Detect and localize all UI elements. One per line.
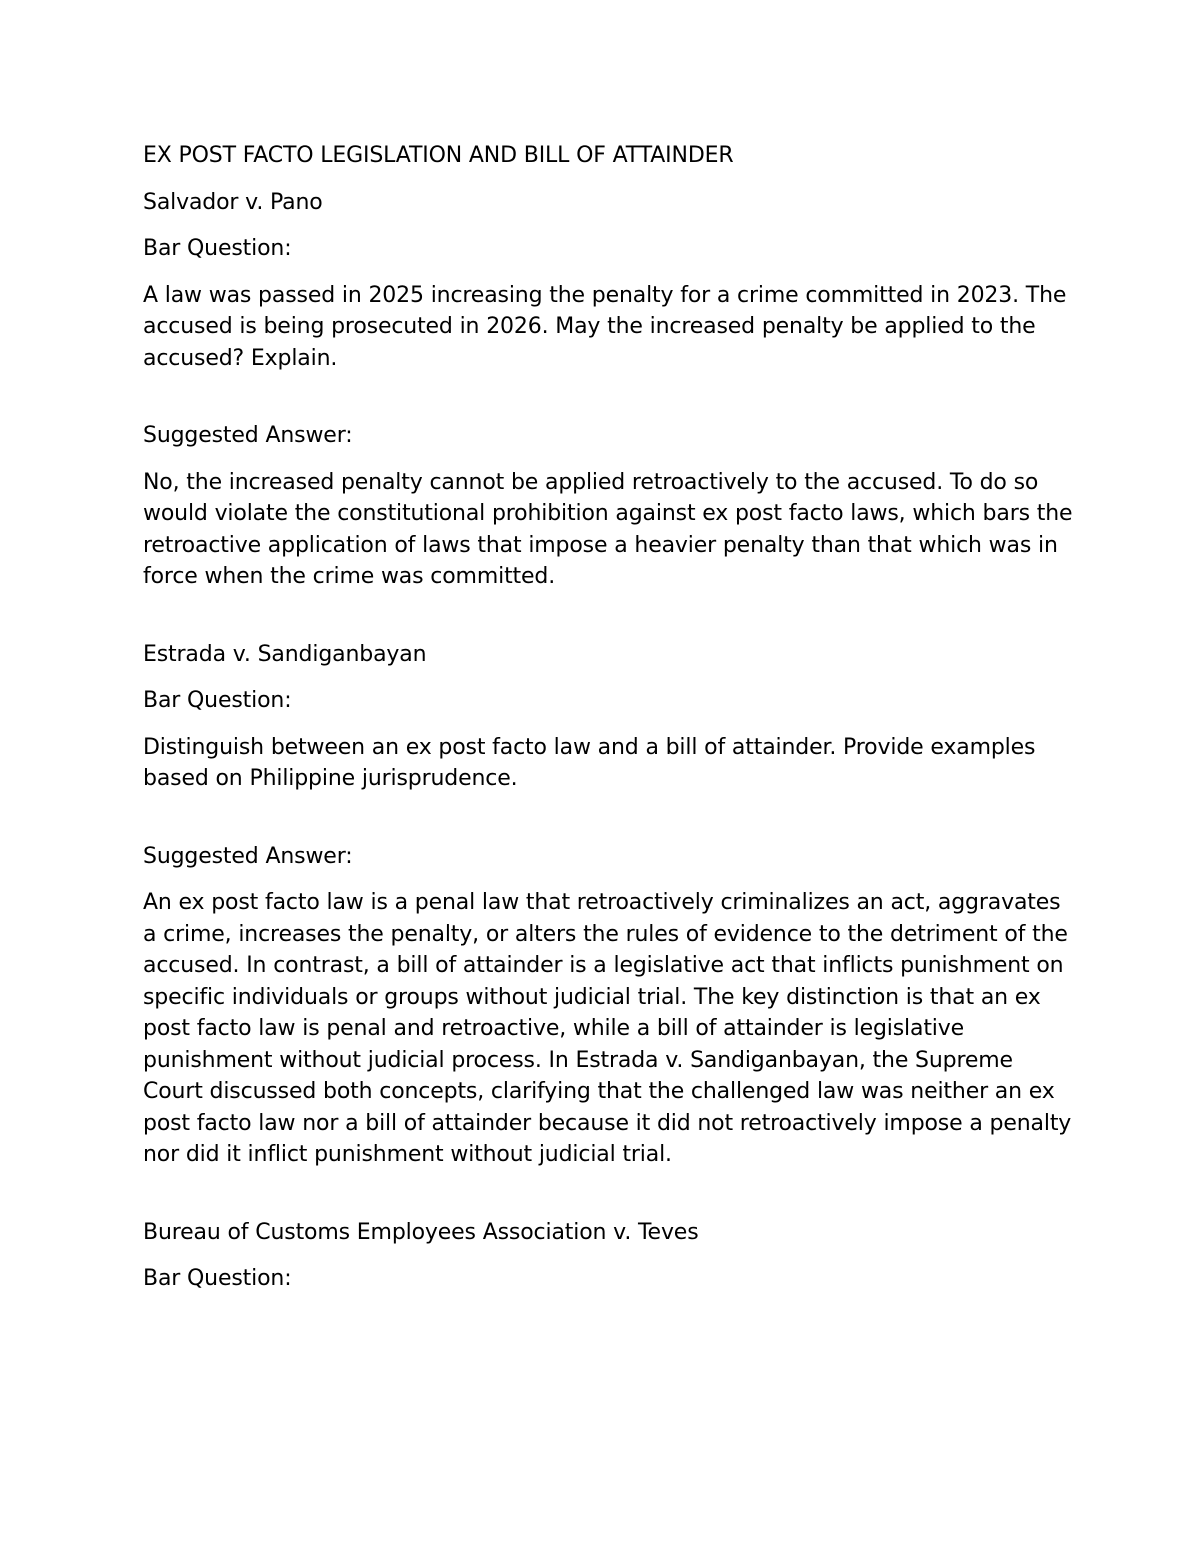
question-label: Bar Question: <box>143 688 292 713</box>
case-name-boc: Bureau of Customs Employees Association v. Teves <box>143 1219 699 1245</box>
question-text: A law was passed in 2025 increasing the penalty for a crime committed in 2023. The accused is being prosecuted in 2026. May the increased penalty be applied to the accused? Explain. <box>143 282 1067 371</box>
document-body <box>143 140 1073 1295</box>
question-text: Distinguish between an ex post facto law and a bill of attainder. Provide examples based on Philippine jurisprudence. <box>143 734 1036 791</box>
answer-label: Suggested Answer: <box>143 423 353 448</box>
case-name-salvador: Salvador v. Pano <box>143 189 323 215</box>
question-label: Bar Question: <box>143 236 292 261</box>
question-label: Bar Question: <box>143 1266 292 1291</box>
answer-text: No, the increased penalty cannot be applied retroactively to the accused. To do so would violate the constitutional prohibition against ex post facto laws, which bars the retroactive application of laws that impose a heavier penalty than that which was in force when the crime was committed. <box>143 469 1073 589</box>
answer-text: An ex post facto law is a penal law that retroactively criminalizes an act, aggravates a crime, increases the penalty, or alters the rules of evidence to the detriment of the accused. In contrast, a bill of attainder is a legislative act that inflicts punishment on specific individuals or groups without judicial trial. The key distinction is that an ex post facto law is penal and retroactive, while a bill of attainder is legislative punishment without judicial process. In Estrada v. Sandiganbayan, the Supreme Court discussed both concepts, clarifying that the challenged law was neither an ex post facto law nor a bill of attainder because it did not retroactively impose a penalty nor did it inflict punishment without judicial trial. <box>143 890 1072 1167</box>
answer-label: Suggested Answer: <box>143 843 353 869</box>
document-title: EX POST FACTO LEGISLATION AND BILL OF ATTAINDER <box>143 143 734 168</box>
case-name-estrada: Estrada v. Sandiganbayan <box>143 641 427 667</box>
